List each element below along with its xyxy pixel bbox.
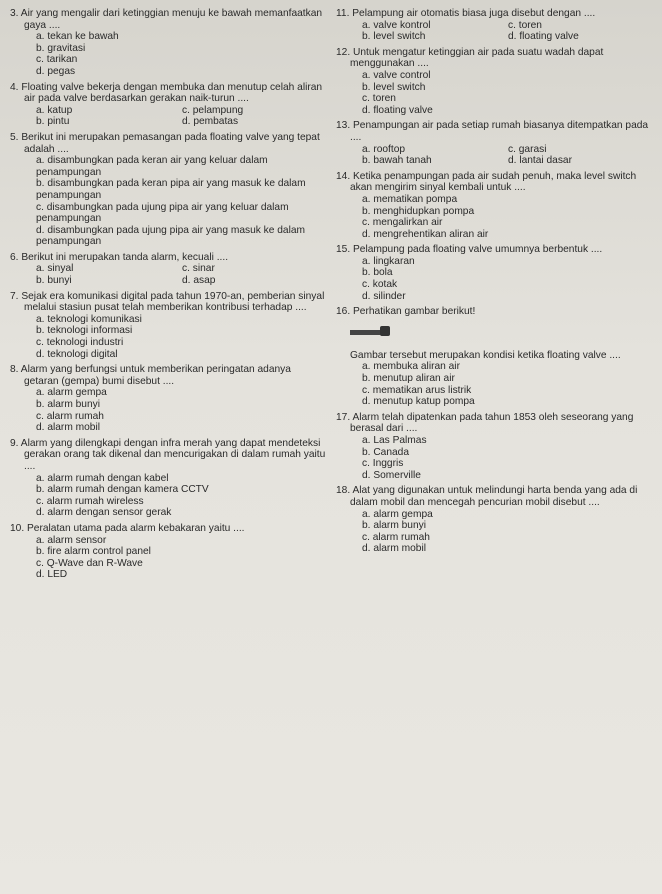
question-text: Pelampung pada floating valve umumnya berbentuk ....: [353, 244, 603, 256]
answer-option[interactable]: c. disambungkan pada ujung pipa air yang keluar dalam penampungan: [36, 201, 289, 225]
answer-option[interactable]: b. Canada: [362, 446, 410, 458]
question-text: Alat yang digunakan untuk melindungi harta benda yang ada di dalam mobil dan mencegah pencurian mobil disebut ....: [350, 485, 638, 508]
question-14: [336, 171, 654, 241]
answer-option[interactable]: d. alarm dengan sensor gerak: [36, 507, 172, 519]
question-15: [336, 244, 654, 302]
answer-option[interactable]: a. alarm gempa: [362, 508, 433, 520]
question-text: Alarm yang dilengkapi dengan infra merah yang dapat mendeteksi gerakan orang tak dikenal dan mencurigakan di dalam rumah yaitu ....: [20, 437, 326, 472]
answer-options: [10, 263, 328, 286]
question-text: Alarm telah dipatenkan pada tahun 1853 oleh seseorang yang berasal dari ....: [350, 411, 634, 435]
answer-option[interactable]: c. mematikan arus listrik: [362, 384, 472, 396]
answer-option[interactable]: b. gravitasi: [36, 42, 86, 54]
question-number: 17.: [336, 411, 351, 423]
question-number: 4.: [10, 81, 19, 93]
question-number: 6.: [10, 251, 19, 263]
answer-option[interactable]: d. silinder: [362, 290, 406, 302]
answer-option[interactable]: c. alarm rumah wireless: [36, 495, 144, 507]
answer-option[interactable]: b. fire alarm control panel: [36, 546, 151, 558]
question-stem: [336, 120, 654, 143]
answer-option[interactable]: d. mengrehentikan aliran air: [362, 228, 489, 240]
answer-option[interactable]: d. Somerville: [362, 469, 421, 481]
question-stem: [336, 47, 654, 70]
answer-option[interactable]: d. pembatas: [182, 116, 239, 128]
question-number: 9.: [10, 437, 19, 449]
answer-option[interactable]: c. pelampung: [182, 104, 244, 116]
answer-option[interactable]: c. alarm rumah: [36, 410, 104, 422]
answer-option[interactable]: a. disambungkan pada keran air yang keluar dalam penampungan: [36, 155, 268, 178]
question-stem: [10, 523, 328, 535]
answer-options: [336, 20, 654, 43]
question-text: Berikut ini merupakan tanda alarm, kecuali ....: [21, 251, 229, 263]
answer-option[interactable]: d. floating valve: [508, 31, 579, 43]
question-stem: [336, 8, 654, 20]
question-stem: [10, 132, 328, 155]
question-stem: [10, 438, 328, 473]
question-stem: [336, 171, 654, 194]
answer-option[interactable]: b. menutup aliran air: [362, 373, 455, 385]
answer-options: [336, 435, 654, 481]
answer-option[interactable]: a. teknologi komunikasi: [36, 313, 142, 325]
question-text: Ketika penampungan pada air sudah penuh, maka level switch akan mengirim sinyal kembali untuk ....: [350, 170, 637, 194]
question-18: [336, 485, 654, 555]
answer-option[interactable]: c. teknologi industri: [36, 337, 124, 349]
question-stem: [336, 244, 654, 256]
question-6: [10, 252, 328, 287]
question-13: [336, 120, 654, 166]
left-column: [10, 8, 328, 585]
valve-body-shape: [380, 326, 390, 336]
question-number: 7.: [10, 290, 19, 302]
answer-option[interactable]: c. sinar: [182, 263, 215, 275]
answer-option[interactable]: a. Las Palmas: [362, 435, 427, 446]
answer-option[interactable]: d. disambungkan pada ujung pipa air yang masuk ke dalam penampungan: [36, 224, 306, 248]
question-stem: [10, 364, 328, 387]
answer-option[interactable]: a. rooftop: [362, 143, 406, 155]
answer-option[interactable]: c. Q-Wave dan R-Wave: [36, 557, 143, 569]
answer-option[interactable]: a. tekan ke bawah: [36, 31, 119, 43]
question-stem: [10, 252, 328, 264]
question-number: 5.: [10, 131, 19, 143]
question-number: 16.: [336, 306, 351, 318]
answer-option[interactable]: a. alarm sensor: [36, 534, 107, 546]
valve-arm-shape: [350, 330, 384, 335]
question-number: 13.: [336, 120, 351, 132]
question-number: 8.: [10, 364, 19, 376]
question-7: [10, 291, 328, 361]
figure-caption: Gambar tersebut merupakan kondisi ketika floating valve ....: [350, 349, 621, 361]
question-text: Sejak era komunikasi digital pada tahun 1970-an, pemberian sinyal melalui stasiun pusat telah memberikan kontribusi terhadap ....: [21, 290, 325, 314]
question-4: [10, 82, 328, 128]
question-stem: [336, 306, 654, 318]
floating-valve-figure: [350, 322, 470, 344]
answer-option[interactable]: b. pintu: [36, 116, 70, 128]
answer-options: [336, 144, 654, 167]
answer-option[interactable]: b. alarm bunyi: [362, 520, 426, 532]
question-3: [10, 8, 328, 78]
answer-option[interactable]: d. alarm mobil: [36, 422, 100, 434]
option-row: [362, 20, 654, 32]
answer-option[interactable]: a. mematikan pompa: [362, 193, 458, 205]
question-number: 12.: [336, 46, 351, 58]
answer-options: [10, 31, 328, 77]
question-text: Untuk mengatur ketinggian air pada suatu wadah dapat menggunakan ....: [350, 46, 604, 70]
question-text: Peralatan utama pada alarm kebakaran yaitu ....: [27, 522, 245, 534]
answer-option[interactable]: a. katup: [36, 104, 73, 116]
question-text: Pelampung air otomatis biasa juga disebut dengan ....: [352, 8, 596, 19]
answer-options: [336, 361, 654, 407]
answer-option[interactable]: c. alarm rumah: [362, 531, 430, 543]
question-number: 14.: [336, 170, 351, 182]
answer-option[interactable]: a. valve control: [362, 69, 431, 81]
answer-option[interactable]: c. mengalirkan air: [362, 217, 443, 229]
question-number: 10.: [10, 522, 25, 534]
answer-options: [10, 105, 328, 128]
answer-option[interactable]: a. valve kontrol: [362, 19, 431, 31]
answer-option[interactable]: c. garasi: [508, 143, 547, 155]
question-number: 15.: [336, 244, 351, 256]
answer-option[interactable]: c. tarikan: [36, 54, 78, 66]
answer-option[interactable]: d. teknologi digital: [36, 348, 118, 360]
question-8: [10, 364, 328, 434]
answer-option[interactable]: b. teknologi informasi: [36, 325, 133, 337]
question-text: Perhatikan gambar berikut!: [353, 306, 476, 318]
question-5: [10, 132, 328, 248]
option-row: [36, 116, 328, 128]
question-17: [336, 412, 654, 482]
option-row: [36, 105, 328, 117]
answer-option[interactable]: d. floating valve: [362, 104, 433, 116]
answer-option[interactable]: b. level switch: [362, 31, 426, 43]
option-row: [362, 144, 654, 156]
answer-option[interactable]: b. level switch: [362, 81, 426, 93]
question-text: Alarm yang berfungsi untuk memberikan peringatan adanya getaran (gempa) bumi disebut ....: [20, 364, 291, 387]
option-row: [36, 263, 328, 275]
answer-option[interactable]: b. alarm rumah dengan kamera CCTV: [36, 484, 209, 496]
question-stem: [336, 485, 654, 508]
answer-options: [10, 387, 328, 433]
answer-option[interactable]: b. bunyi: [36, 275, 72, 287]
question-12: [336, 47, 654, 117]
answer-options: [10, 535, 328, 581]
answer-option[interactable]: d. alarm mobil: [362, 543, 426, 555]
question-9: [10, 438, 328, 519]
answer-option[interactable]: d. pegas: [36, 65, 76, 77]
question-text: Floating valve bekerja dengan membuka dan menutup celah aliran air pada valve berdasarkan gerakan naik-turun ....: [21, 81, 323, 105]
option-row: [362, 155, 654, 167]
answer-options: [336, 194, 654, 240]
question-16: [336, 306, 654, 408]
answer-option[interactable]: a. alarm rumah dengan kabel: [36, 472, 169, 484]
answer-options: [336, 70, 654, 116]
question-number: 18.: [336, 485, 351, 497]
option-row: [36, 275, 328, 287]
question-stem: [10, 291, 328, 314]
answer-option[interactable]: b. bola: [362, 267, 393, 279]
answer-option[interactable]: d. menutup katup pompa: [362, 396, 475, 408]
answer-options: [336, 256, 654, 302]
question-stem: [10, 8, 328, 31]
answer-option[interactable]: b. bawah tanah: [362, 155, 432, 167]
question-number: 11.: [336, 8, 350, 19]
option-row: [362, 31, 654, 43]
answer-options: [10, 155, 328, 248]
answer-options: [10, 473, 328, 519]
answer-options: [336, 509, 654, 555]
answer-option[interactable]: d. lantai dasar: [508, 155, 572, 167]
answer-option[interactable]: d. asap: [182, 275, 216, 287]
answer-option[interactable]: b. alarm bunyi: [36, 399, 100, 410]
answer-option[interactable]: a. lingkaran: [362, 255, 415, 267]
answer-option[interactable]: a. sinyal: [36, 263, 74, 275]
answer-option[interactable]: c. Inggris: [362, 458, 404, 470]
answer-options: [10, 314, 328, 360]
answer-option[interactable]: c. toren: [508, 19, 542, 31]
answer-option[interactable]: d. LED: [36, 569, 68, 581]
right-column: [336, 8, 654, 559]
answer-option[interactable]: b. disambungkan pada keran pipa air yang masuk ke dalam penampungan: [36, 178, 306, 201]
question-text: Berikut ini merupakan pemasangan pada floating valve yang tepat adalah ....: [21, 131, 320, 155]
question-text: Air yang mengalir dari ketinggian menuju ke bawah memanfaatkan gaya ....: [20, 8, 323, 31]
question-11: [336, 8, 654, 43]
question-10: [10, 523, 328, 581]
question-number: 3.: [10, 8, 19, 19]
answer-option[interactable]: c. toren: [362, 93, 396, 105]
answer-option[interactable]: a. alarm gempa: [36, 387, 107, 399]
question-stem: [10, 82, 328, 105]
answer-option[interactable]: b. menghidupkan pompa: [362, 205, 475, 217]
answer-option[interactable]: c. kotak: [362, 279, 398, 291]
answer-option[interactable]: a. membuka aliran air: [362, 361, 460, 373]
question-stem: [336, 412, 654, 435]
question-text: Penampungan air pada setiap rumah biasanya ditempatkan pada ....: [350, 120, 649, 143]
